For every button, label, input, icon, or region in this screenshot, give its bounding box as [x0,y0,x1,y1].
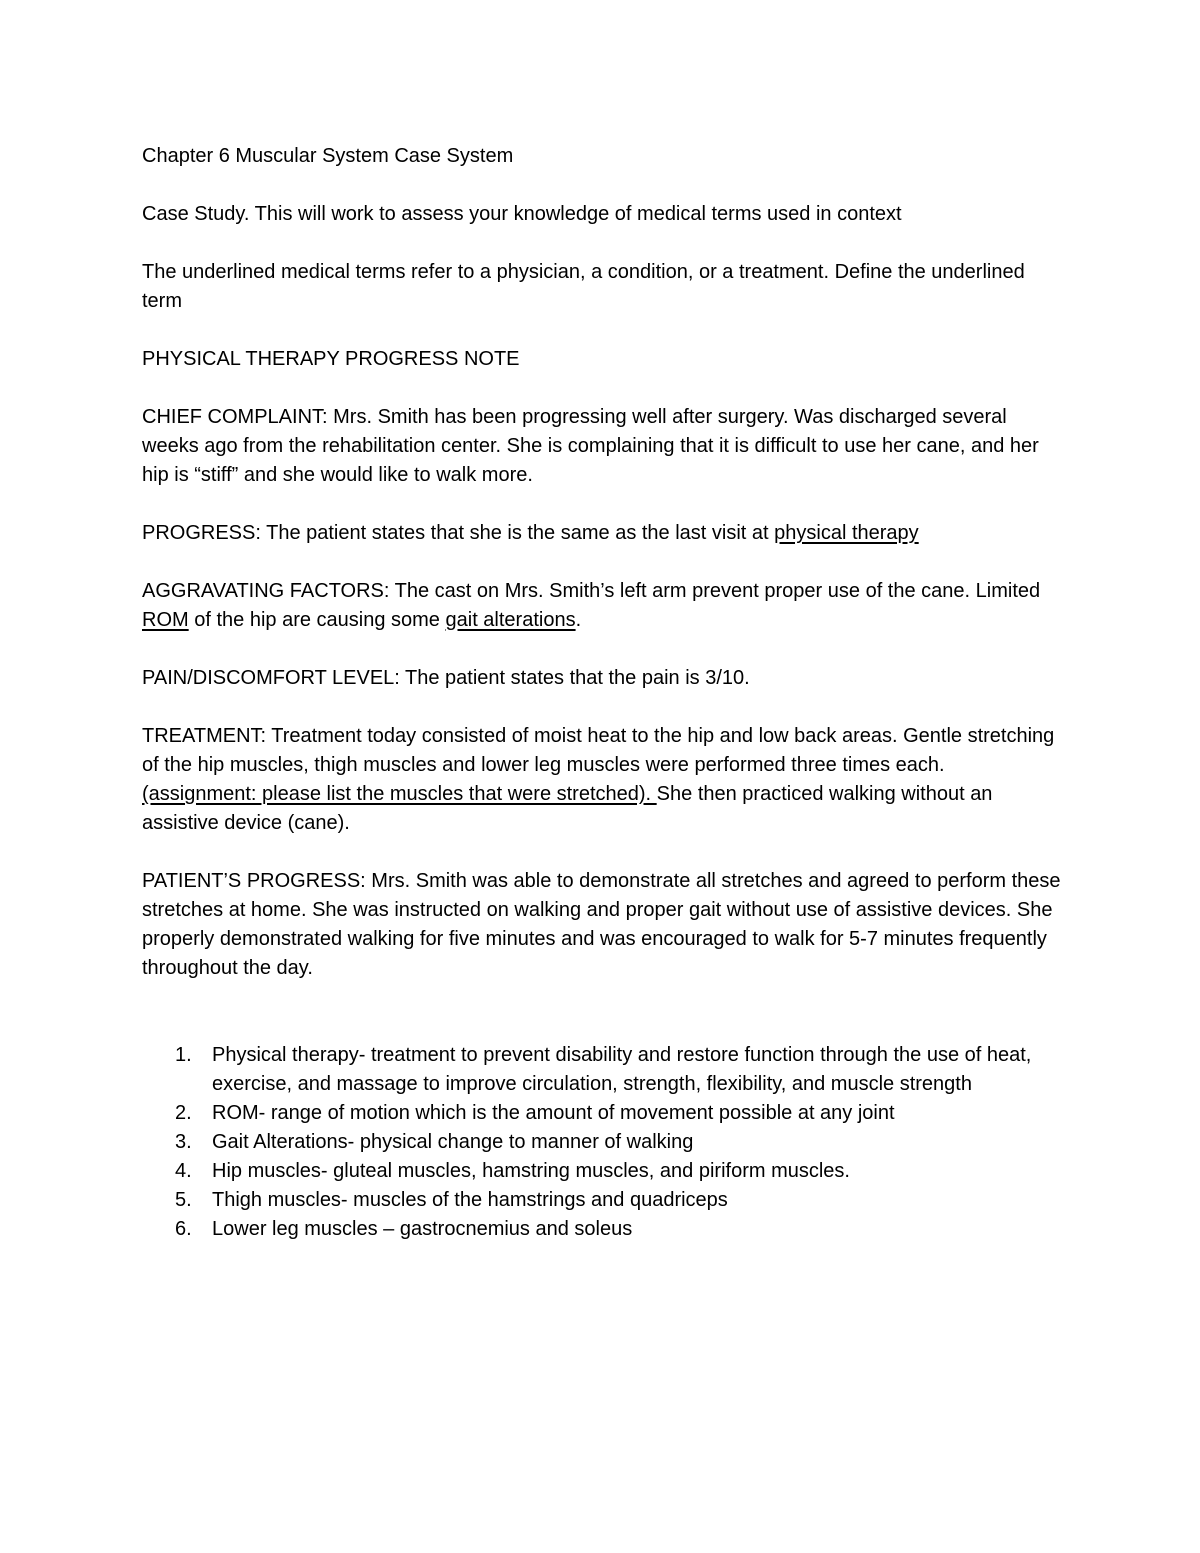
underlined-term-physical-therapy: physical therapy [774,522,919,544]
patient-progress-paragraph: PATIENT’S PROGRESS: Mrs. Smith was able to demonstrate all stretches and agreed to perform these stretches at home. She was instructed on walking and proper gait without use of assistive devices. She properly demonstrated walking for five minutes and was encouraged to walk for 5-7 minutes frequently throughout the day. [142,870,1061,979]
instruction-paragraph: The underlined medical terms refer to a physician, a condition, or a treatment. Define the underlined term [142,261,1025,312]
pain-level-paragraph: PAIN/DISCOMFORT LEVEL: The patient states that the pain is 3/10. [142,667,750,689]
definition-text: Physical therapy- treatment to prevent disability and restore function through the use of heat, exercise, and massage to improve circulation, strength, flexibility, and muscle strength [212,1044,1032,1095]
aggravating-factors-paragraph [142,577,1062,635]
progress-paragraph [142,519,1062,548]
list-item [142,1041,1062,1099]
aggravating-text-2: of the hip are causing some [188,609,446,631]
chief-complaint-paragraph: CHIEF COMPLAINT: Mrs. Smith has been progressing well after surgery. Was discharged several weeks ago from the rehabilitation center. She is complaining that it is difficult to use her cane, and her hip is “stiff” and she would like to walk more. [142,406,1039,486]
document-page [142,142,1062,1244]
blank-line [142,1012,1062,1041]
definition-text: ROM- range of motion which is the amount of movement possible at any joint [212,1102,895,1124]
list-number: 3. [175,1131,192,1153]
treatment-text-1: TREATMENT: Treatment today consisted of moist heat to the hip and low back areas. Gentle stretching of the hip muscles, thigh muscles and lower leg muscles were performed three times each. [142,725,1055,776]
underlined-term-rom: ROM [142,609,189,631]
treatment-paragraph [142,722,1062,838]
list-number: 4. [175,1160,192,1182]
list-number: 5. [175,1189,192,1211]
list-number: 6. [175,1218,192,1240]
assignment-instruction: (assignment: please list the muscles that were stretched). [142,783,657,805]
list-item [142,1099,1062,1128]
list-item [142,1157,1062,1186]
note-heading: PHYSICAL THERAPY PROGRESS NOTE [142,348,520,370]
definition-text: Lower leg muscles – gastrocnemius and soleus [212,1218,633,1240]
definition-text: Gait Alterations- physical change to manner of walking [212,1131,694,1153]
list-item [142,1215,1062,1244]
definition-text: Thigh muscles- muscles of the hamstrings and quadriceps [212,1189,728,1211]
list-number: 2. [175,1102,192,1124]
underlined-term-gait-alterations: gait alterations [445,609,576,631]
list-number: 1. [175,1044,192,1066]
case-study-intro: Case Study. This will work to assess your knowledge of medical terms used in context [142,203,902,225]
progress-text: PROGRESS: The patient states that she is the same as the last visit at [142,522,775,544]
document-title: Chapter 6 Muscular System Case System [142,145,514,167]
definition-text: Hip muscles- gluteal muscles, hamstring muscles, and piriform muscles. [212,1160,850,1182]
aggravating-text-1: AGGRAVATING FACTORS: The cast on Mrs. Smith’s left arm prevent proper use of the cane. Limited [142,580,1041,602]
list-item [142,1128,1062,1157]
aggravating-text-3: . [575,609,582,631]
list-item [142,1186,1062,1215]
treatment-text-2: She then practiced walking without an assistive device (cane). [142,783,993,834]
definitions-list [142,1041,1062,1244]
